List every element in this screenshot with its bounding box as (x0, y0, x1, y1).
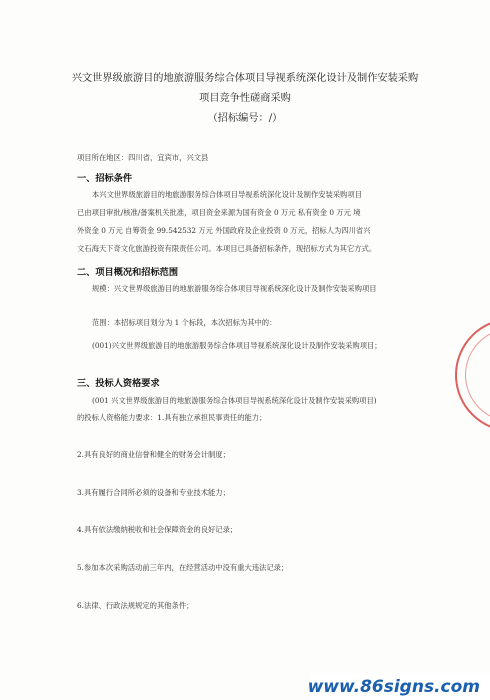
site-watermark (307, 674, 490, 700)
section-1-line: 已由项目审批/核准/备案机关批准，项目资金来源为国有资金 0 万元 私有资金 0 万元 境 (77, 208, 361, 217)
section-3-line: 2.具有良好的商业信誉和健全的财务会计制度； (77, 450, 230, 459)
section-2-line: 规模：兴文世界级旅游目的地旅游服务综合体项目导视系统深化设计及制作安装采购项目 (92, 284, 377, 293)
section-3-line: 的投标人资格能力要求：1.具有独立承担民事责任的能力； (77, 413, 267, 422)
section-1-line: 本兴文世界级旅游目的地旅游服务综合体项目导视系统深化设计及制作安装采购项目 (92, 190, 362, 199)
watermark-text: www.86signs.com (307, 677, 480, 697)
section-2-heading: 二、项目概况和招标范围 (77, 267, 179, 278)
red-seal-inner-ring (465, 328, 490, 422)
section-2-line: (001)兴文世界级旅游目的地旅游服务综合体项目导视系统深化设计及制作安装采购项目； (92, 341, 382, 350)
section-3-line: 6.法律、行政法规规定的其他条件； (77, 601, 194, 610)
section-3-line: 4.具有依法缴纳税收和社会保障资金的良好记录； (77, 525, 238, 534)
title-line-2: 项目竞争性磋商采购 (199, 93, 291, 104)
section-1-line: 外资金 0 万元 自筹资金 99.542532 万元 外国政府及企业投资 0 万元，招标人为四川省兴 (77, 226, 371, 235)
red-seal-stamp (455, 318, 490, 432)
title-line-1: 兴文世界级旅游目的地旅游服务综合体项目导视系统深化设计及制作安装采购 (71, 73, 419, 84)
section-1-line: 文石海天下奇文化旅游投资有限责任公司。本项目已具备招标条件，现招标方式为其它方式。 (77, 244, 377, 253)
section-3-line: (001 兴文世界级旅游目的地旅游服务综合体项目导视系统深化设计及制作安装采购项目) (92, 396, 377, 405)
section-3-line: 5.参加本次采购活动前三年内，在经营活动中没有重大违法记录； (77, 563, 289, 572)
title-line-3: （招标编号：/） (207, 113, 283, 124)
location-line: 项目所在地区：四川省，宜宾市，兴文县 (77, 153, 209, 162)
section-1-heading: 一、招标条件 (77, 173, 133, 184)
section-2-line: 范围：本招标项目划分为 1 个标段，本次招标为其中的： (92, 318, 277, 327)
section-3-heading: 三、投标人资格要求 (77, 378, 160, 389)
section-3-line: 3.具有履行合同所必须的设备和专业技术能力； (77, 488, 230, 497)
